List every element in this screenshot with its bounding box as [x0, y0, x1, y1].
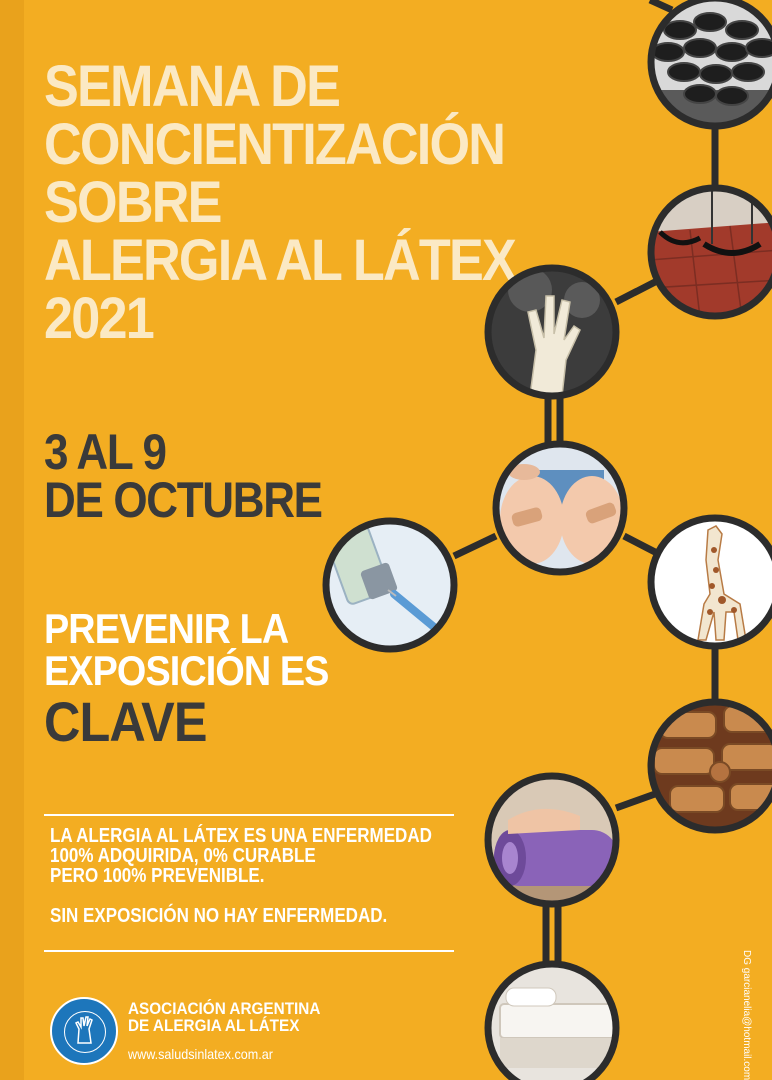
- dates-line: 3 AL 9: [44, 424, 166, 480]
- dates-line: DE OCTUBRE: [44, 472, 322, 528]
- organization-name: [128, 1000, 320, 1034]
- hand-icon: [74, 1015, 96, 1045]
- fact-line: 100% ADQUIRIDA, 0% CURABLE: [50, 845, 316, 867]
- title-line: SOBRE: [44, 170, 221, 235]
- fact-line: PERO 100% PREVENIBLE.: [50, 865, 265, 887]
- fact-line: SIN EXPOSICIÓN NO HAY ENFERMEDAD.: [50, 905, 388, 927]
- slogan-line-emphasis: CLAVE: [44, 690, 207, 753]
- fact-line: LA ALERGIA AL LÁTEX ES UNA ENFERMEDAD: [50, 825, 432, 847]
- title-line: CONCIENTIZACIÓN: [44, 112, 505, 177]
- slogan-line: PREVENIR LA: [44, 605, 289, 652]
- org-name-line: ASOCIACIÓN ARGENTINA: [128, 999, 321, 1018]
- title-line: 2021: [44, 286, 153, 351]
- title-line: SEMANA DE: [44, 54, 340, 119]
- title-line: ALERGIA AL LÁTEX: [44, 228, 515, 293]
- association-logo: [50, 997, 118, 1065]
- website-link[interactable]: www.saludsinlatex.com.ar: [128, 1046, 273, 1062]
- slogan-line: EXPOSICIÓN ES: [44, 647, 329, 694]
- org-name-line: DE ALERGIA AL LÁTEX: [128, 1016, 300, 1035]
- designer-credit: DG garcianelia@hotmail.com: [741, 950, 752, 1080]
